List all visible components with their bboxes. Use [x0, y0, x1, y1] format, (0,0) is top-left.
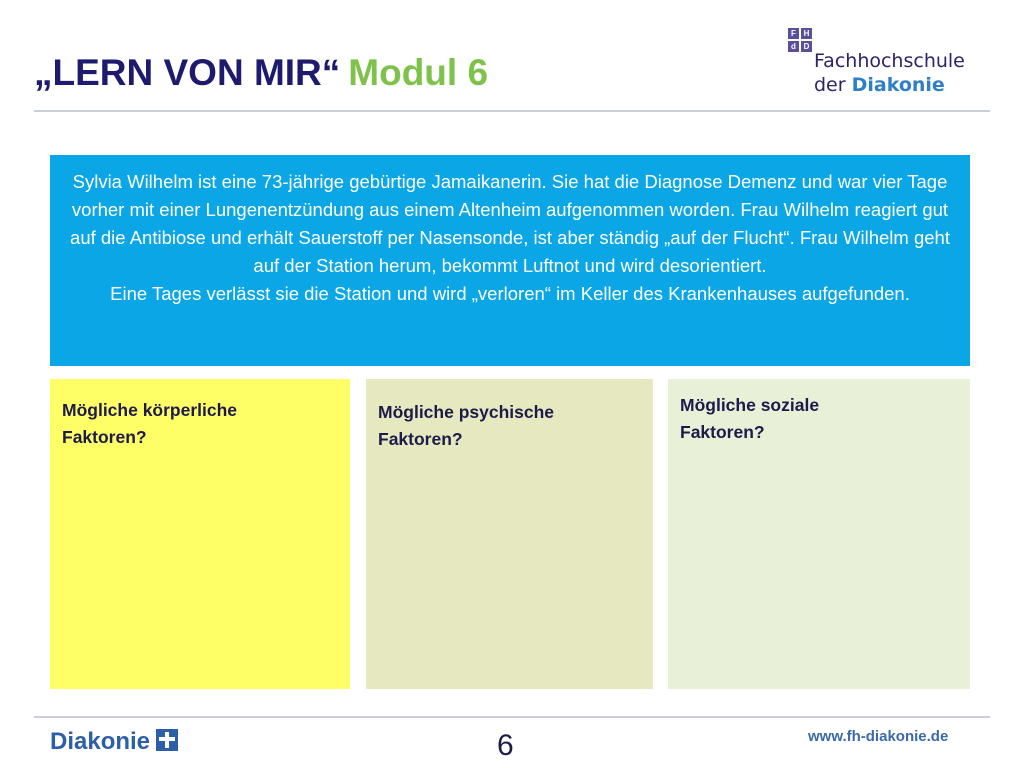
column-heading-line2: Faktoren?	[62, 427, 147, 447]
diakonie-cross-icon	[156, 729, 178, 751]
fh-diakonie-logo	[788, 28, 988, 98]
logo-line-2-prefix: der	[814, 74, 852, 96]
physical-factors-box	[50, 379, 350, 689]
page-number: 6	[497, 729, 514, 762]
footer-url[interactable]: www.fh-diakonie.de	[808, 728, 949, 745]
column-heading-line1: Mögliche körperliche	[62, 400, 238, 420]
logo-line-1: Fachhochschule	[814, 50, 965, 72]
logo-letter: H	[801, 28, 812, 39]
column-heading-line2: Faktoren?	[680, 422, 765, 442]
title-main: „LERN VON MIR“	[34, 52, 341, 93]
slide-title	[34, 52, 488, 94]
logo-letter: F	[788, 28, 799, 39]
header-divider	[34, 110, 990, 112]
logo-letter: D	[801, 41, 812, 52]
column-heading-line2: Faktoren?	[378, 429, 463, 449]
case-paragraph-1: Sylvia Wilhelm ist eine 73-jährige gebürtige Jamaikanerin. Sie hat die Diagnose Demenz und war vier Tage vorher mit einer Lungenentzündung aus einem Altenheim aufgenommen worden. Frau Wilhelm reagiert gut auf die Antibiose und erhält Sauerstoff per Nasensonde, ist aber ständig „auf der Flucht“. Frau Wilhelm geht auf der Station herum, bekommt Luftnot und wird desorientiert.	[70, 171, 950, 276]
diakonie-footer-logo	[50, 728, 178, 756]
logo-line-2	[814, 74, 945, 96]
title-module: Modul 6	[348, 52, 489, 93]
case-description-box	[50, 155, 970, 366]
column-heading-line1: Mögliche soziale	[680, 395, 820, 415]
psychological-factors-box	[366, 379, 653, 689]
social-factors-box	[668, 379, 970, 689]
logo-squares-icon	[788, 28, 812, 52]
footer-divider	[34, 716, 990, 718]
logo-letter: d	[788, 41, 799, 52]
column-heading-line1: Mögliche psychische	[378, 402, 555, 422]
logo-line-2-bold: Diakonie	[851, 74, 945, 96]
case-paragraph-2: Eine Tages verlässt sie die Station und wird „verloren“ im Keller des Krankenhauses aufgefunden.	[110, 283, 910, 304]
footer-brand: Diakonie	[50, 728, 151, 755]
